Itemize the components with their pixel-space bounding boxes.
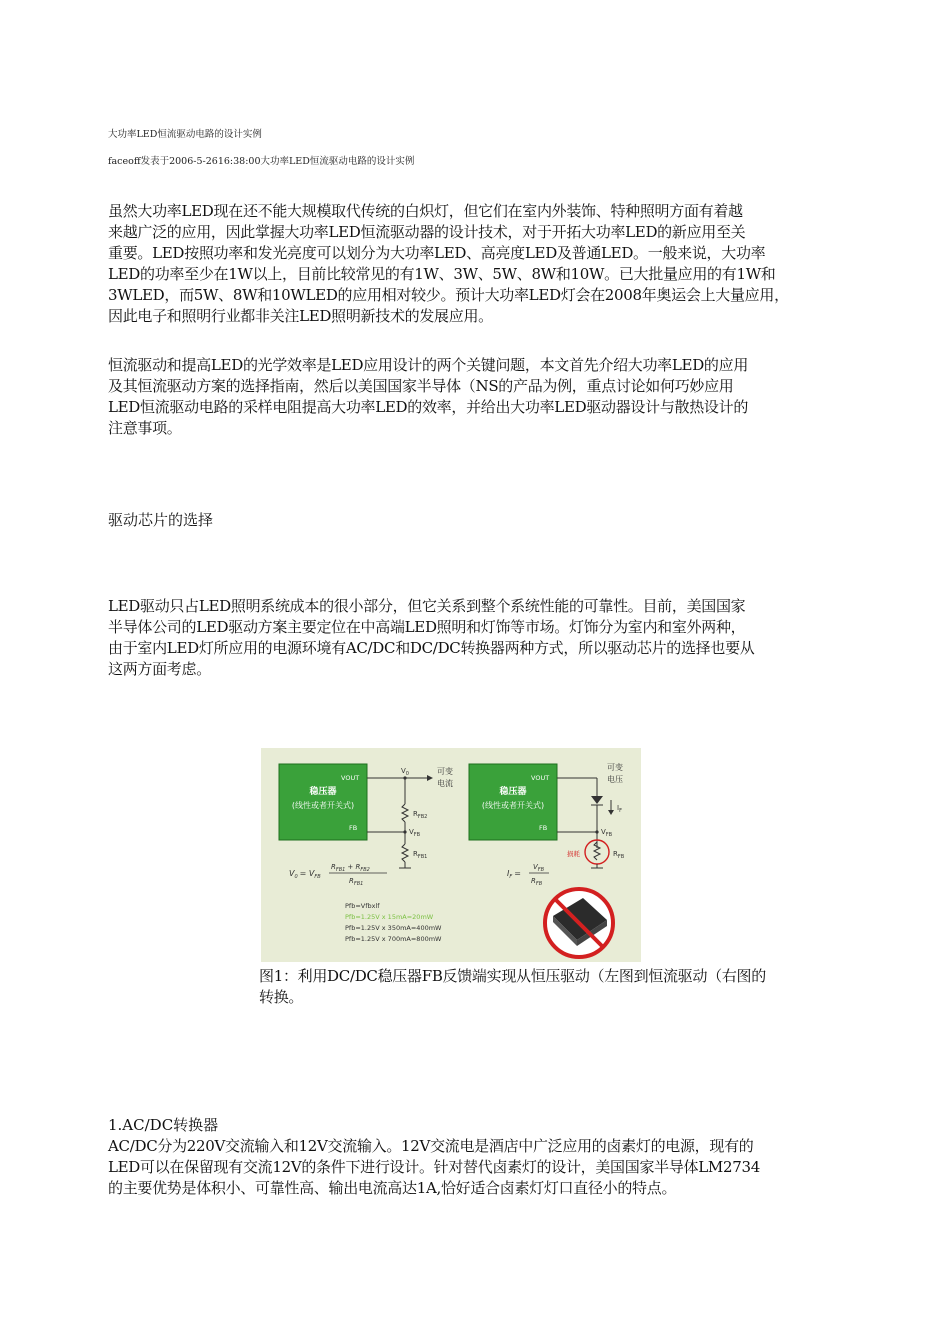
text-line: 半导体公司的LED驱动方案主要定位在中高端LED照明和灯饰等市场。灯饰分为室内和室外两种，: [108, 618, 746, 636]
circuit-diagram: [261, 748, 641, 962]
equation-lhs: $I_F$ =: [507, 869, 521, 880]
node-dot: [403, 830, 406, 833]
pfb-line: Pfb=Vfbxlf: [345, 902, 380, 910]
no-heatsink-sign: [545, 889, 613, 957]
text-line: LED驱动只占LED照明系统成本的很小部分，但它关系到整个系统性能的可靠性。目前，美国国家: [108, 597, 746, 615]
vfb-label: $V_{FB}$: [601, 828, 613, 838]
rfb2-label: $R_{FB2}$: [413, 810, 428, 820]
text-line: 这两方面考虑。: [108, 660, 211, 678]
text-line: LED可以在保留现有交流12V的条件下进行设计。针对替代卤素灯的设计，美国国家半导体LM2734: [108, 1158, 760, 1176]
text-line: 由于室内LED灯所应用的电源环境有AC/DC和DC/DC转换器两种方式，所以驱动芯片的选择也要从: [108, 639, 755, 657]
if-label: $I_F$: [617, 804, 622, 814]
pfb-line: Pfb=1.25V x 15mA=20mW: [345, 913, 434, 921]
text-line: 重要。LED按照功率和发光亮度可以划分为大功率LED、高亮度LED及普通LED。一般来说，大功率: [108, 244, 766, 262]
text-line: 来越广泛的应用，因此掌握大功率LED恒流驱动器的设计技术，对于开拓大功率LED的新应用至关: [108, 223, 746, 241]
resistor-rfb2: [402, 804, 408, 822]
equation-lhs: $V_0 = V_{FB}$: [289, 869, 321, 880]
v0-label: $V_0$: [401, 767, 409, 777]
equation-denominator: $R_{FB1}$: [349, 877, 364, 887]
vfb-label: $V_{FB}$: [409, 828, 421, 838]
doc-title: 大功率LED恒流驱动电路的设计实例: [108, 129, 262, 140]
text-line: 3WLED，而5W、8W和10WLED的应用相对较少。预计大功率LED灯会在2008年奥运会上大量应用，: [108, 286, 789, 304]
regulator-label: 稳压器: [499, 787, 527, 797]
circuit-figure: [261, 748, 641, 962]
regulator-sub: (线性或者开关式): [481, 801, 545, 810]
caption-line: 图1：利用DC/DC稳压器FB反馈端实现从恒压驱动（左图到恒流驱动（右图的: [259, 967, 766, 985]
equation-numerator: $R_{FB1} + R_{FB2}$: [331, 863, 370, 873]
section-heading: 驱动芯片的选择: [108, 511, 214, 529]
output-arrow: [427, 775, 433, 781]
text-line: LED的功率至少在1W以上，目前比较常见的有1W、3W、5W、8W和10W。已大批量应用的有1W和: [108, 265, 776, 283]
pfb-line: Pfb=1.25V x 700mA=800mW: [345, 935, 442, 943]
right-circuit: [469, 762, 625, 887]
text-line: 的主要优势是体积小、可靠性高、输出电流高达1A,恰好适合卤素灯灯口直径小的特点。: [108, 1179, 677, 1197]
paragraph-overview: [108, 355, 838, 439]
regulator-sub: (线性或者开关式): [291, 801, 355, 810]
paragraph-intro: [108, 201, 838, 327]
variable-label: 可变: [437, 767, 453, 776]
text-line: 因此电子和照明行业都非关注LED照明新技术的发展应用。: [108, 307, 493, 325]
section-heading: 1.AC/DC转换器: [108, 1116, 219, 1134]
text-line: 注意事项。: [108, 419, 182, 437]
resistor-rfb1: [402, 844, 408, 862]
figure-caption: [259, 966, 839, 1008]
paragraph-driver: [108, 596, 838, 680]
voltage-label: 电压: [607, 775, 623, 784]
vout-pin: VOUT: [531, 774, 550, 782]
fb-pin: FB: [539, 824, 548, 832]
equation-numerator: $V_{FB}$: [533, 863, 545, 873]
text-line: LED恒流驱动电路的采样电阻提高大功率LED的效率，并给出大功率LED驱动器设计与散热设计的: [108, 398, 749, 416]
paragraph-acdc: [108, 1136, 838, 1199]
text-line: 恒流驱动和提高LED的光学效率是LED应用设计的两个关键问题，本文首先介绍大功率LED的应用: [108, 356, 749, 374]
led-diode: [591, 796, 603, 804]
text-line: AC/DC分为220V交流输入和12V交流输入。12V交流电是酒店中广泛应用的卤素灯的电源，现有的: [108, 1137, 754, 1155]
text-line: 虽然大功率LED现在还不能大规模取代传统的白炽灯，但它们在室内外装饰、特种照明方面有着越: [108, 202, 743, 220]
left-circuit: [279, 764, 453, 943]
loss-label: 损耗: [567, 850, 580, 858]
current-label: 电流: [437, 779, 453, 788]
rfb-label: $R_{FB}$: [613, 850, 625, 860]
text-line: 及其恒流驱动方案的选择指南，然后以美国国家半导体（NS的产品为例，重点讨论如何巧妙应用: [108, 377, 734, 395]
regulator-label: 稳压器: [309, 787, 337, 797]
current-arrowhead: [608, 810, 614, 815]
caption-line: 转换。: [259, 988, 304, 1006]
variable-label: 可变: [607, 763, 623, 772]
doc-byline: faceoff发表于2006-5-2616:38:00大功率LED恒流驱动电路的设计实例: [108, 156, 415, 167]
node-dot: [595, 830, 598, 833]
rfb1-label: $R_{FB1}$: [413, 850, 428, 860]
fb-pin: FB: [349, 824, 358, 832]
vout-pin: VOUT: [341, 774, 360, 782]
pfb-line: Pfb=1.25V x 350mA=400mW: [345, 924, 442, 932]
equation-denominator: $R_{FB}$: [531, 877, 543, 887]
